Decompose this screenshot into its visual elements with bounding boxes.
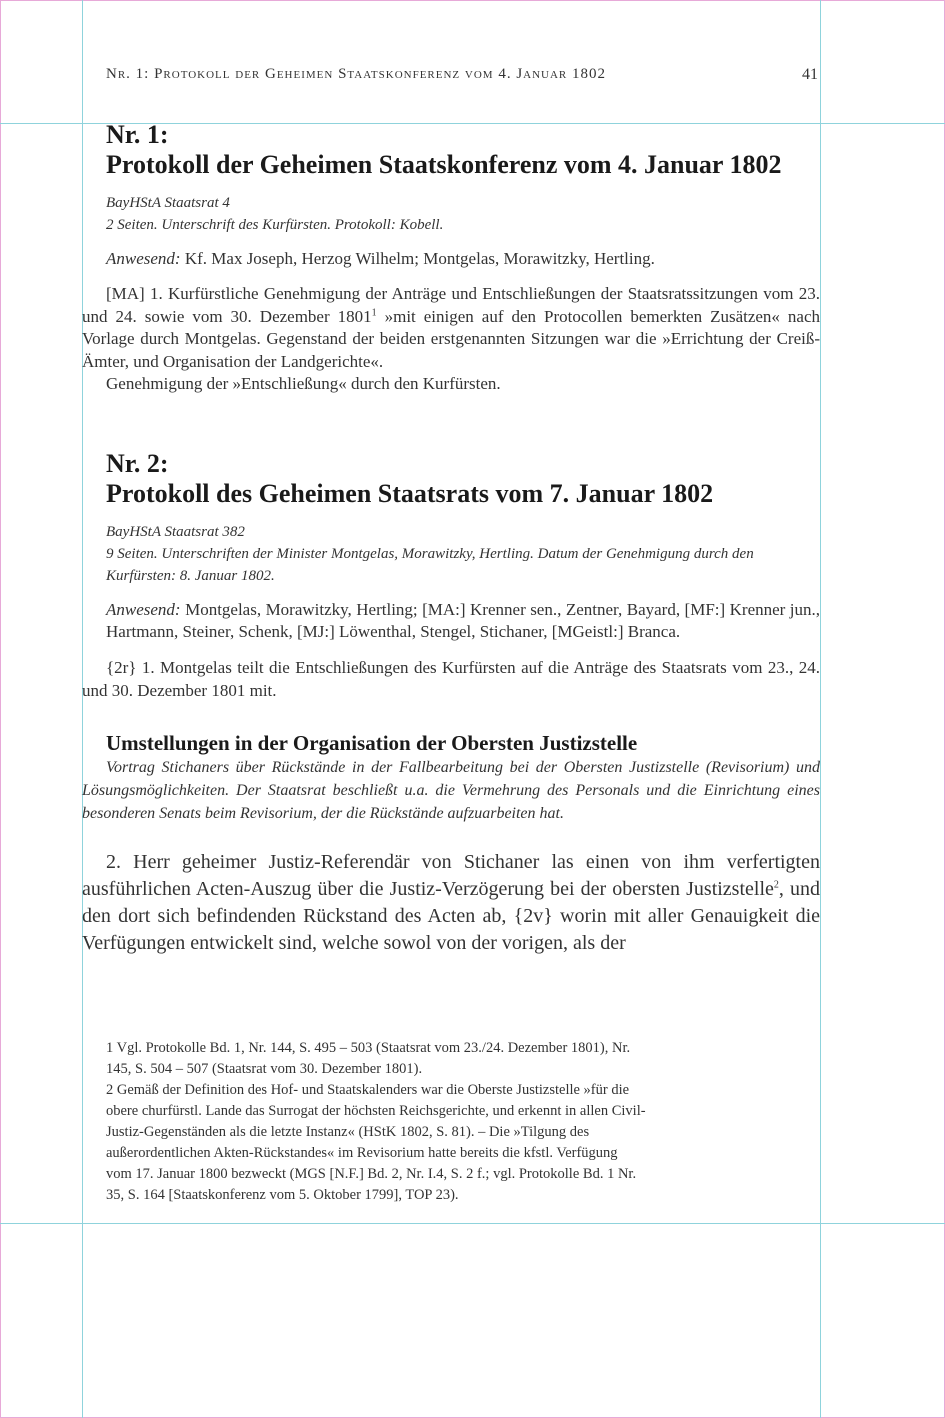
doc1-section	[82, 120, 820, 396]
footnote-ref-2: 2	[773, 879, 779, 891]
doc2-section	[82, 449, 820, 957]
running-head: Nr. 1: Protokoll der Geheimen Staatskonferenz vom 4. Januar 1802	[106, 66, 607, 82]
doc2-present-label: Anwesend:	[106, 600, 181, 619]
doc1-number: Nr. 1:	[106, 120, 169, 149]
doc2-paragraph-1: {2r} 1. Montgelas teilt die Entschließungen des Kurfürsten auf die Anträge des Staatsrats vom 23., 24. und 30. Dezember 1801 mit.	[82, 658, 820, 700]
doc1-source: BayHStA Staatsrat 4	[106, 195, 230, 211]
margin-guide-bottom	[0, 1223, 945, 1224]
footnote-list	[82, 1038, 646, 1206]
doc1-paragraph-2: Genehmigung der »Entschließung« durch den Kurfürsten.	[106, 374, 501, 393]
footnote-2: 2 Gemäß der Definition des Hof- und Staatskalenders war die Oberste Justizstelle »für die obere churfürstl. Lande das Surrogat der höchsten Reichsgerichte, und erkennt in allen Civil-Justiz-Gegenständen als die letzte Instanz« (HStK 1802, S. 81). – Die »Tilgung des außerordentlichen Akten-Rückstandes« im Revisorium hatte bereits die kfstl. Verfügung vom 17. Januar 1800 bezweckt (MGS [N.F.] Bd. 2, Nr. I.4, S. 2 f.; vgl. Protokolle Bd. 1 Nr. 35, S. 164 [Staatskonferenz vom 5. Oktober 1799], TOP 23).	[106, 1082, 646, 1203]
doc2-description: 9 Seiten. Unterschriften der Minister Montgelas, Morawitzky, Hertling. Datum der Genehmigung durch den Kurfürsten: 8. Januar 1802.	[106, 546, 754, 584]
doc1-paragraph-1: [MA] 1. Kurfürstliche Genehmigung der Anträge und Entschließungen der Staatsratssitzungen vom 23. und 24. sowie vom 30. Dezember 1801$^1$ »mit einigen auf den Protocollen bemerkten Zusätzen« nach Vorlage durch Montgelas. Gegenstand der beiden erstgenannten Sitzungen war die »Errichtung der Creiß-Ämter, und Organisation der Landgerichte«.	[82, 284, 821, 371]
doc2-body	[82, 657, 820, 702]
doc2-present	[82, 599, 820, 643]
doc2-number: Nr. 2:	[106, 449, 169, 478]
doc1-present-list: Kf. Max Joseph, Herzog Wilhelm; Montgelas, Morawitzky, Hertling.	[184, 249, 655, 268]
doc1-present-label: Anwesend:	[106, 249, 181, 268]
page-number: 41	[802, 66, 818, 83]
footnote-1: 1 Vgl. Protokolle Bd. 1, Nr. 144, S. 495 – 503 (Staatsrat vom 23./24. Dezember 1801), Nr. 145, S. 504 – 507 (Staatsrat vom 30. Dezember 1801).	[106, 1040, 631, 1077]
footnote-ref-1: 1	[371, 306, 377, 318]
doc2-title: Protokoll des Geheimen Staatsrats vom 7. Januar 1802	[106, 479, 714, 508]
doc1-present	[82, 248, 820, 270]
footnotes	[82, 1038, 820, 1206]
doc1-body	[82, 283, 820, 396]
doc2-present-list: Montgelas, Morawitzky, Hertling; [MA:] Krenner sen., Zentner, Bayard, [MF:] Krenner jun., Hartmann, Steiner, Schenk, [MJ:] Löwenthal, Stengel, Stichaner, [MGeistl:] Branca.	[106, 600, 821, 641]
doc2-paragraph-2: 2. Herr geheimer Justiz-Referendär von Stichaner las einen von ihm verfertigten ausführlichen Acten-Auszug über die Justiz-Verzögerung bei der obersten Justizstelle$^2$, und den dort sich befindenden Rückstand des Acten ab, {2v} worin mit aller Genauigkeit die Verfügungen entwickelt sind, welche sowol von der vorigen, als der	[82, 851, 821, 954]
doc1-description: 2 Seiten. Unterschrift des Kurfürsten. Protokoll: Kobell.	[106, 217, 444, 233]
regest: Vortrag Stichaners über Rückstände in der Fallbearbeitung bei der Obersten Justizstelle (Revisorium) und Lösungsmöglichkeiten. Der Staatsrat beschließt u.a. die Vermehrung des Personals und die Einrichtung eines besonderen Senats beim Revisorium, der die Rückstände aufzuarbeiten hat.	[82, 759, 820, 822]
doc1-title: Protokoll der Geheimen Staatskonferenz vom 4. Januar 1802	[106, 150, 782, 179]
section-heading: Umstellungen in der Organisation der Obersten Justizstelle	[106, 731, 638, 755]
doc2-source: BayHStA Staatsrat 382	[106, 524, 245, 540]
margin-guide-right	[820, 0, 821, 1418]
